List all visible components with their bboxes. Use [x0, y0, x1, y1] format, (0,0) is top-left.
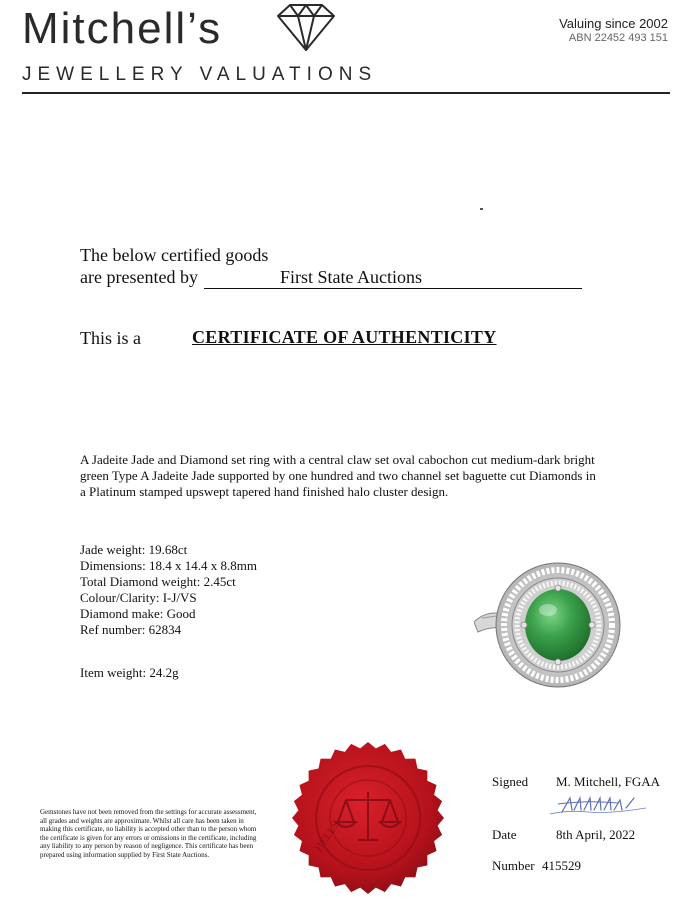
signature	[548, 790, 648, 818]
tagline: Valuing since 2002	[559, 16, 668, 31]
item-weight: Item weight: 24.2g	[80, 665, 179, 680]
ring-photo	[474, 558, 624, 692]
spec-colour-clarity: Colour/Clarity: I-J/VS	[80, 590, 197, 605]
scan-mark	[480, 208, 483, 210]
signed-label: Signed	[492, 774, 529, 789]
intro-line-1: The below certified goods	[80, 245, 269, 265]
signed-value: M. Mitchell, FGAA	[556, 774, 660, 789]
intro-presented-by: are presented by	[80, 267, 198, 287]
diamond-icon	[270, 2, 342, 54]
spec-dimensions: Dimensions: 18.4 x 14.4 x 8.8mm	[80, 558, 257, 573]
spec-list	[80, 542, 257, 638]
presenter-name: First State Auctions	[204, 266, 582, 289]
disclaimer: Gemstones have not been removed from the settings for accurate assessment, all grades and weights are approximate. Whilst all care has been taken in making this certificate, no liability is accepted other than to the person whom the certificate is given for any errors or omissions in the certificate, including any liability to any person by reason of negligence. This certificate has been prepared using information supplied by First State Auctions.	[40, 808, 257, 859]
number-label: Number	[492, 858, 535, 873]
abn-number: ABN 22452 493 151	[568, 32, 668, 44]
spec-diamond-weight: Total Diamond weight: 2.45ct	[80, 574, 236, 589]
brand-name: Mitchell’s	[22, 4, 223, 53]
certificate-title: CERTIFICATE OF AUTHENTICITY	[192, 327, 497, 347]
wax-seal	[290, 740, 446, 896]
spec-diamond-make: Diamond make: Good	[80, 606, 196, 621]
spec-jade-weight: Jade weight: 19.68ct	[80, 542, 188, 557]
spec-ref-number: Ref number: 62834	[80, 622, 182, 637]
number-value: 415529	[542, 858, 581, 873]
date-label: Date	[492, 827, 517, 842]
certificate-prefix: This is a	[80, 328, 141, 348]
date-value: 8th April, 2022	[556, 827, 636, 842]
intro-line-2	[80, 266, 582, 289]
seal-text: HELLS	[312, 818, 343, 854]
brand-subtitle: JEWELLERY VALUATIONS	[22, 64, 378, 85]
item-description: A Jadeite Jade and Diamond set ring with a central claw set oval cabochon cut medium-dark bright green Type A Jadeite Jade supported by one hundred and two channel set baguette cut Diamonds in a Platinum stamped upswept tapered hand finished halo cluster design.	[80, 452, 596, 499]
intro-block	[80, 244, 582, 289]
header-divider	[22, 92, 670, 94]
